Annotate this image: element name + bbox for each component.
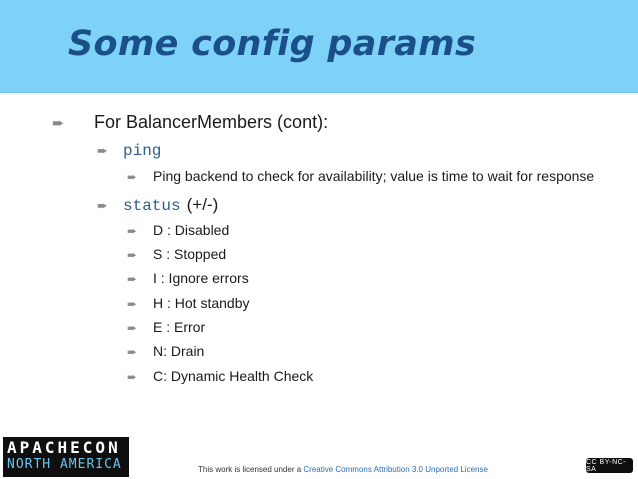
bullet-balancer-members xyxy=(52,112,328,133)
status-item-text: H : Hot standby xyxy=(153,295,250,311)
bullet-status xyxy=(97,195,218,215)
arrow-icon: ➨ xyxy=(127,345,138,359)
license-notice xyxy=(198,465,488,474)
status-item xyxy=(127,343,204,359)
arrow-icon: ➨ xyxy=(127,272,138,286)
ping-description: Ping backend to check for availability; value is time to wait for response xyxy=(153,168,595,184)
status-item-text: I : Ignore errors xyxy=(153,270,249,286)
arrow-icon: ➨ xyxy=(97,143,108,158)
status-suffix: (+/-) xyxy=(186,195,219,214)
arrow-icon: ➨ xyxy=(127,248,138,262)
arrow-icon: ➨ xyxy=(127,321,138,335)
status-item xyxy=(127,368,313,384)
status-item xyxy=(127,295,250,311)
arrow-icon: ➨ xyxy=(127,297,138,311)
cc-license-badge[interactable]: CC BY-NC-SA xyxy=(586,458,633,473)
bullet-text: For BalancerMembers (cont): xyxy=(94,112,329,132)
logo-top-text: APACHECON xyxy=(7,438,121,457)
status-item xyxy=(127,319,205,335)
ping-code: ping xyxy=(123,142,162,160)
status-item xyxy=(127,270,249,286)
status-item-text: N: Drain xyxy=(153,343,205,359)
arrow-icon: ➨ xyxy=(127,370,138,384)
status-code: status xyxy=(123,197,181,215)
slide-title: Some config params xyxy=(68,24,477,64)
arrow-icon: ➨ xyxy=(127,224,138,238)
apachecon-logo xyxy=(3,437,129,477)
bullet-ping-description xyxy=(127,168,594,184)
status-item xyxy=(127,222,229,238)
logo-bottom-text: NORTH AMERICA xyxy=(7,457,122,472)
status-item-text: D : Disabled xyxy=(153,222,230,238)
arrow-icon: ➨ xyxy=(97,198,108,213)
arrow-icon: ➨ xyxy=(52,115,65,132)
bullet-ping xyxy=(97,142,161,160)
license-prefix: This work is licensed under a xyxy=(198,465,304,474)
status-item xyxy=(127,246,226,262)
status-item-text: E : Error xyxy=(153,319,206,335)
status-item-text: S : Stopped xyxy=(153,246,227,262)
arrow-icon: ➨ xyxy=(127,170,138,184)
license-link[interactable]: Creative Commons Attribution 3.0 Unported License xyxy=(303,465,488,474)
status-item-text: C: Dynamic Health Check xyxy=(153,368,314,384)
